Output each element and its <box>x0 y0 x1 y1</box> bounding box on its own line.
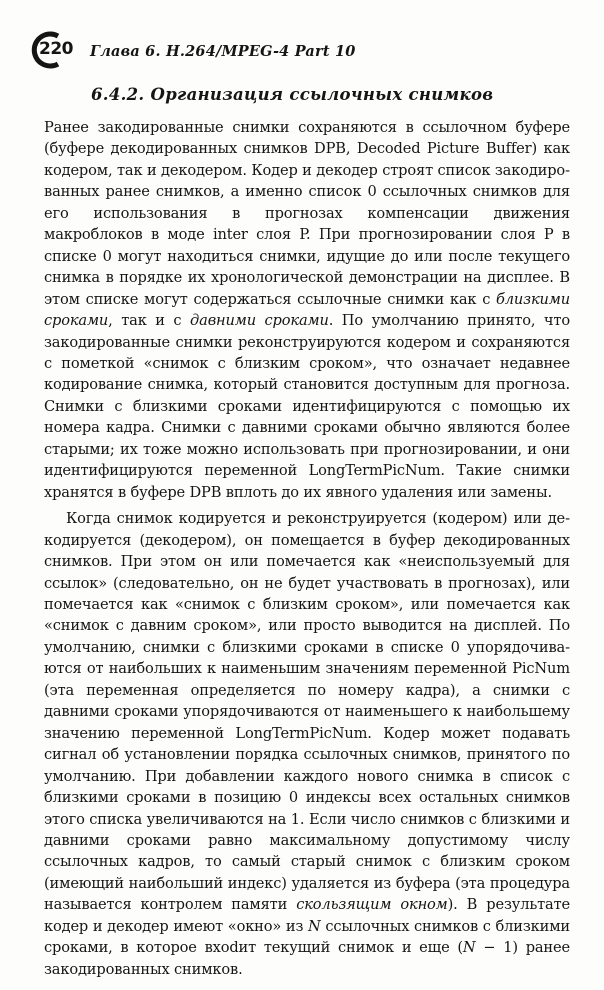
emphasis: скользящим окном <box>296 896 448 914</box>
text-run: ). В результате кодер и декодер имеют «окно» из <box>44 896 570 935</box>
emphasis: давними сроками <box>190 312 329 330</box>
text-run: Ранее закодированные снимки сохраняются в ссылочном буфере (буфере декодированных снимков DPB, Decoded Picture Buffer) как кодером, так и декодером. Кодер и декодер строят список закодированных ранее снимков, а именно список 0 ссылочных снимков для его использования в прогнозах компенсации движения макроблоков в моде inter слоя P. При прогнозировании слоя P в списке 0 могут находиться снимки, идущие до или после текущего снимка в порядке их хронологической демонстрации на дисплее. В этом списке могут содержаться ссылочные снимки как с <box>44 119 570 308</box>
emphasis: близкими сроками <box>44 290 570 330</box>
text-run: , так и с <box>108 312 191 330</box>
emphasis: N <box>462 939 476 957</box>
body-text <box>44 117 570 980</box>
text-run: Когда снимок кодируется и реконструируется (кодером) или декодируется (декодером), он помещается в буфер декодированных снимков. При этом он или помечается как «неиспользуемый для ссылок» (следовательно, он не будет участвовать в прогнозах), или помечается как «снимок с близким сроком», или помечается как «снимок с давним сроком», или просто выводится на дисплей. По умолчанию, снимки с близкими сроками в списке 0 упорядочиваются от наибольших к наименьшим значениям переменной PicNum (эта переменная определяется по номеру кадра), а снимки с давними сроками упорядочиваются от наименьшего к наибольшему значению переменной LongTermPicNum. Кодер может подавать сигнал об установлении порядка ссылочных снимков, принятого по умолчанию. При добавлении каждого нового снимка в список с близкими сроками в позицию 0 индексы всех остальных снимков этого списка увеличиваются на 1. Если число снимков с близкими и давними сроками равно максимальному допустимому числу ссылочных кадров, то самый старый снимок с близким сроком (имеющий наибольший индекс) удаляется из буфера (эта процедура называется контролем памяти <box>44 510 570 914</box>
page-number: 220 <box>39 39 73 59</box>
text-run: ссылочных снимков с близкими сроками, в которое вхоdит текущий снимок и еще ( <box>44 917 571 957</box>
emphasis: N <box>308 917 321 935</box>
paragraph <box>44 508 570 980</box>
section-title: 6.4.2. Организация ссылочных снимков <box>91 85 494 104</box>
text-run: . По умолчанию принято, что закодированные снимки реконструируются кодером и сохраняются с пометкой «снимок с близким сроком», что означает недавнее кодирование снимка, который становится доступным для прогноза. Снимки с близкими сроками идентифицируются с помощью их номера кадра. Снимки с давними сроками обычно являются более старыми; их тоже можно использовать при прогнозировании, и они идентифицируются переменной LongTermPicNum. Такие снимки хранятся в буфере DPB вплоть до их явного удаления или замены. <box>44 312 570 501</box>
page-number-badge <box>28 30 84 70</box>
page-header <box>28 30 356 70</box>
text-run: − 1) ранее закодированных снимков. <box>44 939 570 978</box>
running-title: Глава 6. H.264/MPEG-4 Part 10 <box>90 42 356 60</box>
paragraph <box>44 117 570 503</box>
